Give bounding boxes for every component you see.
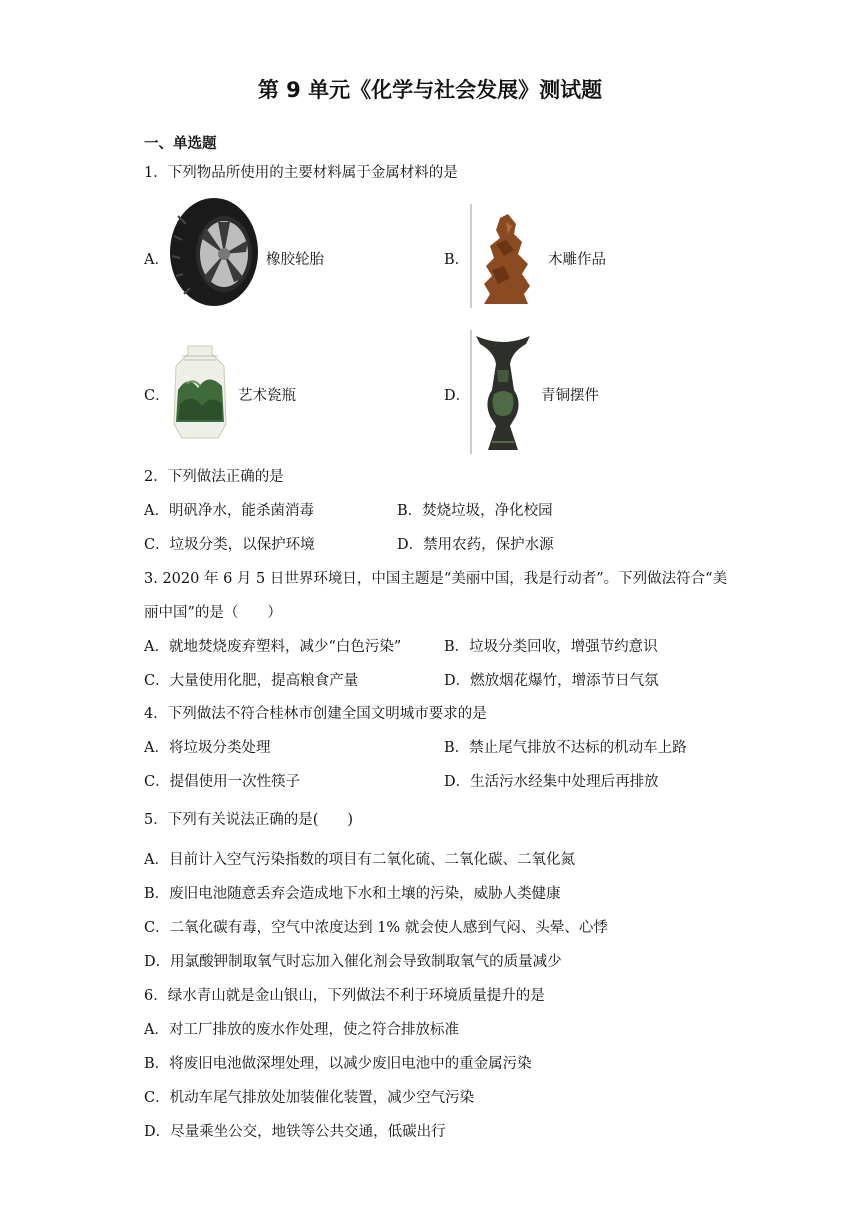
q5-option-b: B．废旧电池随意丢弃会造成地下水和土壤的污染，威胁人类健康 xyxy=(144,886,561,902)
q3-stem-line1: 3. 2020 年 6 月 5 日世界环境日，中国主题是“美丽中国，我是行动者”。下列做法符合“美 xyxy=(144,571,728,587)
q2-option-a: A．明矾净水，能杀菌消毒 xyxy=(144,503,314,519)
page-title: 第 9 单元《化学与社会发展》测试题 xyxy=(257,78,603,102)
q1-option-c-letter: C． xyxy=(144,388,170,404)
q5-option-d: D．用氯酸钾制取氧气时忘加入催化剂会导致制取氧气的质量减少 xyxy=(144,954,562,970)
q1-option-a-text: 橡胶轮胎 xyxy=(266,252,324,268)
q2-option-d: D．禁用农药，保护水源 xyxy=(397,537,554,553)
q1-option-c-text: 艺术瓷瓶 xyxy=(238,388,296,404)
q3-option-d: D．燃放烟花爆竹，增添节日气氛 xyxy=(444,673,659,689)
q5-stem: 5．下列有关说法正确的是( ) xyxy=(144,812,354,828)
q1-option-b-letter: B． xyxy=(444,252,470,268)
q5-option-c: C．二氧化碳有毒，空气中浓度达到 1% 就会使人感到气闷、头晕、心悸 xyxy=(144,920,608,936)
q3-option-c: C．大量使用化肥，提高粮食产量 xyxy=(144,673,359,689)
q4-option-a: A．将垃圾分类处理 xyxy=(144,740,271,756)
wood-carving-image xyxy=(470,204,542,308)
q6-option-c: C．机动车尾气排放处加装催化装置，减少空气污染 xyxy=(144,1090,475,1106)
q4-option-d: D．生活污水经集中处理后再排放 xyxy=(444,774,659,790)
q1-stem: 1．下列物品所使用的主要材料属于金属材料的是 xyxy=(144,165,458,181)
q3-stem-line2: 丽中国”的是（ ） xyxy=(144,605,282,621)
q6-option-a: A．对工厂排放的废水作处理，使之符合排放标准 xyxy=(144,1022,459,1038)
q1-option-d-letter: D． xyxy=(444,388,471,404)
q4-stem: 4．下列做法不符合桂林市创建全国文明城市要求的是 xyxy=(144,706,487,722)
q1-option-d-text: 青铜摆件 xyxy=(541,388,599,404)
q1-option-a-letter: A． xyxy=(144,252,169,268)
q1-option-b-text: 木雕作品 xyxy=(548,252,606,268)
q3-option-b: B．垃圾分类回收，增强节约意识 xyxy=(444,639,658,655)
q2-stem: 2．下列做法正确的是 xyxy=(144,469,284,485)
q6-stem: 6．绿水青山就是金山银山，下列做法不利于环境质量提升的是 xyxy=(144,988,545,1004)
q6-option-d: D．尽量乘坐公交，地铁等公共交通，低碳出行 xyxy=(144,1124,446,1140)
q2-option-b: B．焚烧垃圾，净化校园 xyxy=(397,503,553,519)
q3-option-a: A．就地焚烧废弃塑料，减少“白色污染” xyxy=(144,639,402,655)
q4-option-b: B．禁止尾气排放不达标的机动车上路 xyxy=(444,740,687,756)
rubber-tire-image xyxy=(168,196,260,308)
section-heading: 一、单选题 xyxy=(144,136,217,152)
bronze-ornament-image xyxy=(470,330,536,454)
q4-option-c: C．提倡使用一次性筷子 xyxy=(144,774,301,790)
q2-option-c: C．垃圾分类，以保护环境 xyxy=(144,537,315,553)
q6-option-b: B．将废旧电池做深埋处理，以减少废旧电池中的重金属污染 xyxy=(144,1056,532,1072)
porcelain-vase-image xyxy=(168,344,232,442)
q5-option-a: A．目前计入空气污染指数的项目有二氧化硫、二氧化碳、二氧化氮 xyxy=(144,852,575,868)
